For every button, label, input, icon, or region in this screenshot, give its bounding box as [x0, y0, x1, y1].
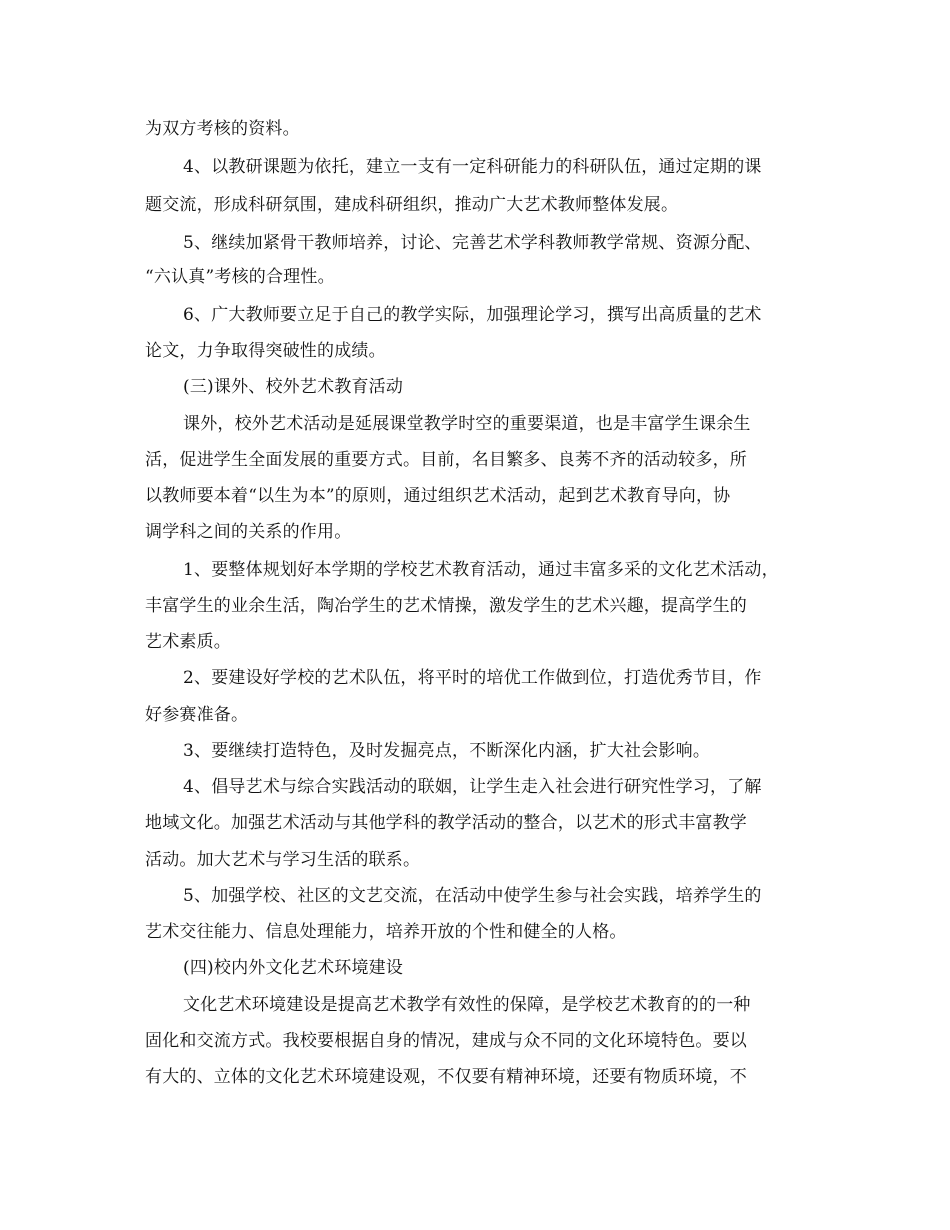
- text-line: 艺术素质。: [145, 632, 231, 652]
- list-item-6: 6、广大教师要立足于自己的教学实际，加强理论学习，撰写出高质量的艺术: [183, 305, 762, 325]
- text-line: 好参赛准备。: [145, 705, 249, 725]
- list-item-2: 2、要建设好学校的艺术队伍，将平时的培优工作做到位，打造优秀节目，作: [183, 668, 762, 688]
- list-item-5: 5、加强学校、社区的文艺交流，在活动中使学生参与社会实践，培养学生的: [183, 886, 762, 906]
- list-item-3: 3、要继续打造特色，及时发掘亮点，不断深化内涵，扩大社会影响。: [183, 741, 711, 761]
- text-line: 论文，力争取得突破性的成绩。: [145, 341, 386, 361]
- text-line: 以教师要本着“以生为本”的原则，通过组织艺术活动，起到艺术教育导向，协: [145, 486, 731, 506]
- list-item-1: 1、要整体规划好本学期的学校艺术教育活动，通过丰富多采的文化艺术活动，: [183, 560, 779, 580]
- text-line: 固化和交流方式。我校要根据自身的情况，建成与众不同的文化环境特色。要以: [145, 1031, 747, 1051]
- text-line: 调学科之间的关系的作用。: [145, 522, 352, 542]
- text-line: 艺术交往能力、信息处理能力，培养开放的个性和健全的人格。: [145, 922, 627, 942]
- section-heading: (三)课外、校外艺术教育活动: [183, 377, 404, 397]
- list-item-4: 4、以教研课题为依托，建立一支有一定科研能力的科研队伍，通过定期的课: [183, 157, 762, 177]
- text-line: 题交流，形成科研氛围，建成科研组织，推动广大艺术教师整体发展。: [145, 195, 679, 215]
- text-line: 活，促进学生全面发展的重要方式。目前，名目繁多、良莠不齐的活动较多，所: [145, 450, 747, 470]
- paragraph-start: 课外，校外艺术活动是延展课堂教学时空的重要渠道，也是丰富学生课余生: [183, 414, 751, 434]
- list-item-5: 5、继续加紧骨干教师培养，讨论、完善艺术学科教师教学常规、资源分配、: [183, 233, 762, 253]
- text-line: “六认真”考核的合理性。: [145, 267, 335, 287]
- section-heading: (四)校内外文化艺术环境建设: [183, 958, 404, 978]
- text-line: 为双方考核的资料。: [145, 119, 300, 139]
- text-line: 有大的、立体的文化艺术环境建设观，不仅要有精神环境，还要有物质环境，不: [145, 1067, 747, 1087]
- text-line: 活动。加大艺术与学习生活的联系。: [145, 850, 421, 870]
- list-item-4: 4、倡导艺术与综合实践活动的联姻，让学生走入社会进行研究性学习，了解: [183, 777, 762, 797]
- text-line: 地域文化。加强艺术活动与其他学科的教学活动的整合，以艺术的形式丰富教学: [145, 813, 747, 833]
- paragraph-start: 文化艺术环境建设是提高艺术教学有效性的保障，是学校艺术教育的的一种: [183, 995, 751, 1015]
- text-line: 丰富学生的业余生活，陶冶学生的艺术情操，激发学生的艺术兴趣，提高学生的: [145, 596, 747, 616]
